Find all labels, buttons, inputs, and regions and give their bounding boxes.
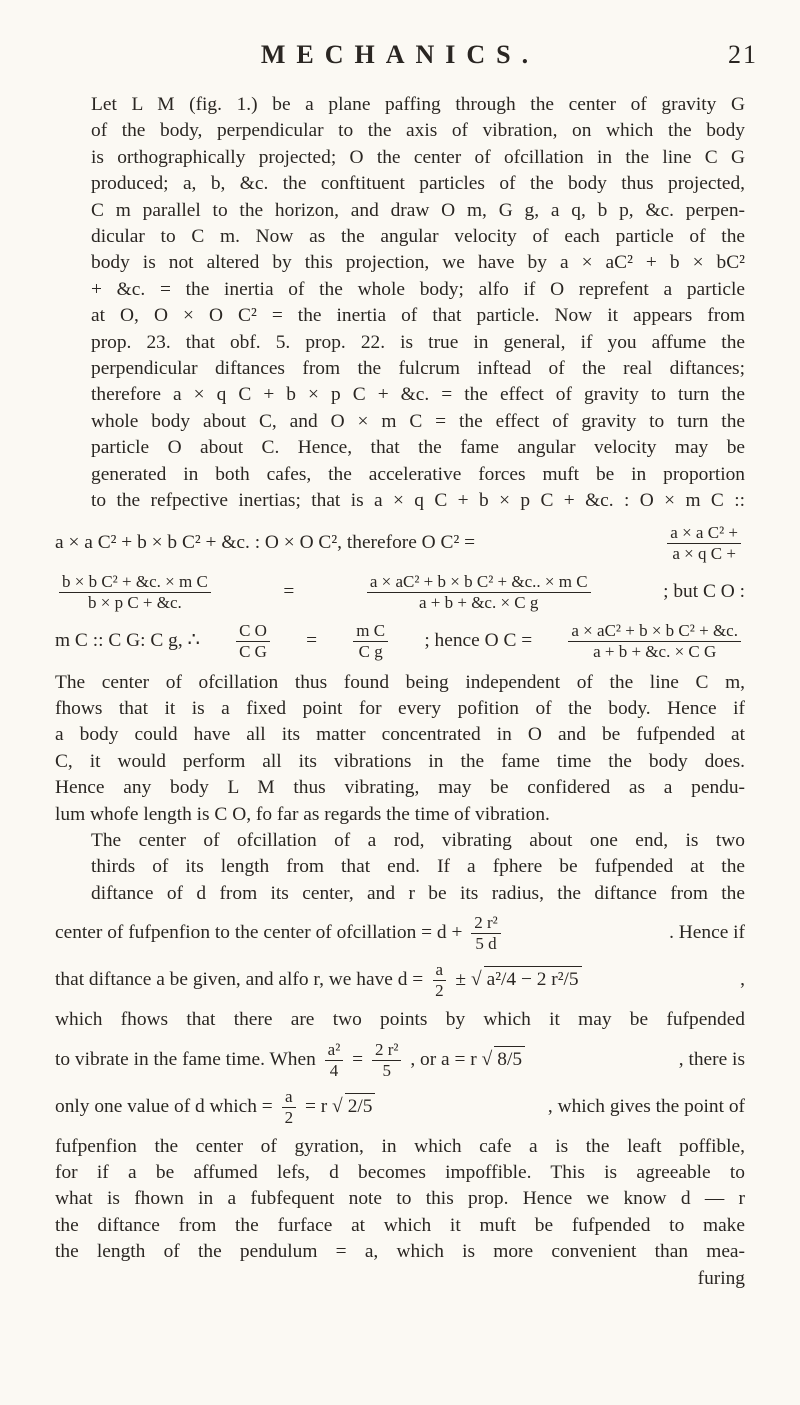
running-head xyxy=(0,40,800,80)
denominator: 2 xyxy=(435,981,444,1001)
numerator: 2 r² xyxy=(372,1040,402,1061)
numerator: a × aC² + b × b C² + &c.. × m C xyxy=(367,572,591,593)
text-line: is orthographically projected; O the center of ofcillation in the line C G xyxy=(91,146,745,168)
numerator: a xyxy=(282,1087,296,1108)
text-line: at O, O × O C² = the inertia of that particle. Now it appears from xyxy=(91,305,745,327)
denominator: a + b + &c. × C g xyxy=(418,592,539,612)
fraction xyxy=(568,621,741,662)
text-line: dicular to C m. Now as the angular velocity of each particle of the xyxy=(91,226,745,248)
text-segment: = r xyxy=(304,1095,328,1117)
numerator: a xyxy=(433,960,447,981)
text-line: produced; a, b, &c. the conftituent particles of the body thus projected, xyxy=(91,173,745,195)
text-segment: , xyxy=(740,969,745,991)
radicand: a²/4 − 2 r²/5 xyxy=(484,966,582,993)
text-line: for if a be affumed lefs, d becomes impoffible. This is agreeable to xyxy=(55,1161,745,1183)
equals-sign: = xyxy=(283,580,295,602)
equals-sign: = xyxy=(352,1048,364,1070)
text-line: lum whofe length is C O, fo far as regards the time of vibration. xyxy=(55,803,550,825)
math-line xyxy=(55,1040,745,1081)
numerator: b × b C² + &c. × m C xyxy=(59,572,211,593)
text-line: body is not altered by this projection, we have by a × aC² + b × bC² xyxy=(91,252,745,274)
equation-3 xyxy=(55,621,745,662)
paragraph-3-cont xyxy=(55,1007,745,1033)
catchword-row xyxy=(55,1266,745,1292)
text-line: what is fhown in a fubfequent note to this prop. Hence we know d — r xyxy=(55,1188,745,1210)
text-line: a body could have all its matter concentrated in O and be fufpended at xyxy=(55,724,745,746)
numerator: a × a C² + xyxy=(667,523,741,544)
catchword: furing xyxy=(697,1267,745,1289)
denominator: 5 d xyxy=(475,934,497,954)
denominator: a + b + &c. × C G xyxy=(593,641,717,661)
text-line: therefore a × q C + b × p C + &c. = the effect of gravity to turn the xyxy=(91,384,745,406)
denominator: 2 xyxy=(284,1107,294,1127)
text-line: whole body about C, and O × m C = the effect of gravity to turn the xyxy=(91,410,745,432)
numerator: m C xyxy=(353,621,388,642)
page-number: 21 xyxy=(728,40,758,69)
text-line: of the body, perpendicular to the axis of vibration, on which the body xyxy=(91,120,745,142)
text-segment: to vibrate in the fame time. When xyxy=(55,1048,316,1070)
text-line: to the refpective inertias; that is a × q C + b × p C + &c. : O × m C :: xyxy=(91,490,745,512)
body-text xyxy=(55,92,745,1292)
denominator: C g xyxy=(358,641,383,661)
radical-icon: √ xyxy=(470,969,482,991)
text-line: prop. 23. that obf. 5. prop. 22. is true in general, if you affume the xyxy=(91,331,745,353)
fraction xyxy=(282,1087,297,1128)
numerator: a² xyxy=(325,1040,344,1061)
text-line: which fhows that there are two points by which it may be fufpended xyxy=(55,1009,745,1031)
text-line: The center of ofcillation thus found being independent of the line C m, xyxy=(55,671,745,693)
text-line: + &c. = the inertia of the whole body; alfo if O reprefent a particle xyxy=(91,278,745,300)
text-line: Let L M (fig. 1.) be a plane paffing through the center of gravity G xyxy=(91,94,745,115)
math-line xyxy=(55,960,745,1001)
radical-icon: √ xyxy=(481,1048,493,1070)
denominator: 5 xyxy=(382,1060,391,1080)
paragraph-3-end xyxy=(55,1134,745,1266)
text-segment: , there is xyxy=(678,1048,745,1070)
denominator: b × p C + &c. xyxy=(87,592,182,612)
running-title: MECHANICS. xyxy=(260,40,540,69)
fraction xyxy=(471,913,501,954)
equation-text: ; hence O C = xyxy=(424,629,533,651)
fraction xyxy=(372,1040,402,1081)
text-segment: that diftance a be given, and alfo r, we have d = xyxy=(55,969,424,991)
radicand: 2/5 xyxy=(345,1093,376,1120)
paragraph-3 xyxy=(55,828,745,907)
text-segment: . Hence if xyxy=(669,922,745,944)
text-line: C m parallel to the horizon, and draw O m, G g, a q, b p, &c. perpen- xyxy=(91,199,745,221)
equation-text: a × a C² + b × b C² + &c. : O × O C², therefore O C² = xyxy=(55,531,476,553)
fraction xyxy=(367,572,591,613)
equals-sign: = xyxy=(306,629,318,651)
fraction xyxy=(432,960,447,1001)
plus-minus-sign: ± xyxy=(455,969,467,991)
paragraph-1 xyxy=(55,92,745,515)
text-segment: only one value of d which = xyxy=(55,1095,273,1117)
text-line: the length of the pendulum = a, which is more convenient than mea- xyxy=(55,1241,745,1263)
radicand: 8/5 xyxy=(494,1046,525,1073)
fraction xyxy=(325,1040,344,1081)
text-line: the diftance from the furface at which it muft be fufpended to make xyxy=(55,1214,745,1236)
equation-text: m C :: C G: C g, ∴ xyxy=(55,629,200,651)
math-line xyxy=(55,913,745,954)
denominator: C G xyxy=(239,641,267,661)
equation-2 xyxy=(55,572,745,613)
text-line: fufpenfion the center of gyration, in which cafe a is the leaft poffible, xyxy=(55,1135,745,1157)
text-segment: , or a = r xyxy=(410,1048,477,1070)
fraction xyxy=(353,621,388,662)
text-line: particle O about C. Hence, that the fame angular velocity may be xyxy=(91,437,745,459)
fraction xyxy=(236,621,270,662)
fraction xyxy=(59,572,211,613)
numerator: a × aC² + b × b C² + &c. xyxy=(568,621,741,642)
text-line: diftance of d from its center, and r be its radius, the diftance from the xyxy=(91,882,745,904)
fraction xyxy=(667,523,741,564)
math-line xyxy=(55,1087,745,1128)
numerator: C O xyxy=(236,621,270,642)
text-line: thirds of its length from that end. If a fphere be fufpended at the xyxy=(91,856,745,878)
equation-text: ; but C O : xyxy=(663,580,745,602)
text-line: fhows that it is a fixed point for every pofition of the body. Hence if xyxy=(55,697,745,719)
text-segment: center of fufpenfion to the center of ofcillation = d + xyxy=(55,922,463,944)
text-segment: , which gives the point of xyxy=(547,1095,745,1117)
text-line: The center of ofcillation of a rod, vibrating about one end, is two xyxy=(91,829,745,851)
numerator: 2 r² xyxy=(471,913,501,934)
text-line: Hence any body L M thus vibrating, may be confidered as a pendu- xyxy=(55,777,745,799)
denominator: 4 xyxy=(329,1060,339,1080)
equation-1 xyxy=(55,523,745,564)
text-line: C, it would perform all its vibrations in the fame time the body does. xyxy=(55,750,745,772)
text-line: perpendicular diftances from the fulcrum inftead of the real diftances; xyxy=(91,358,745,380)
paragraph-2 xyxy=(55,670,745,828)
radical-icon: √ xyxy=(332,1095,343,1117)
denominator: a × q C + xyxy=(672,543,736,563)
text-line: generated in both cafes, the accelerative forces muft be in proportion xyxy=(91,463,745,485)
